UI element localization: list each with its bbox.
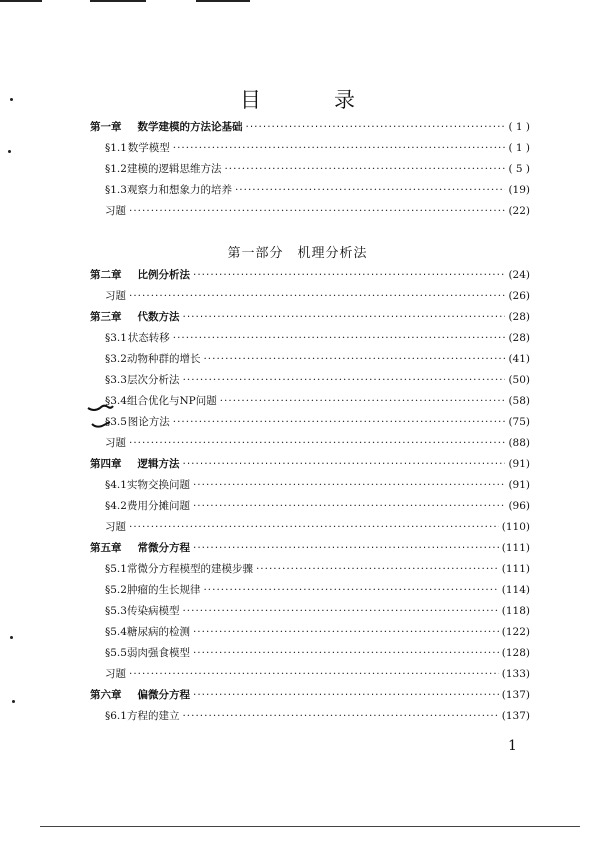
toc-entry-section	[90, 158, 530, 179]
toc-entry-section	[90, 327, 530, 348]
page-ref: (137)	[501, 709, 530, 722]
page-ref: (122)	[501, 625, 530, 638]
scan-bottom-rule	[40, 826, 580, 827]
scan-top-rule	[0, 0, 42, 2]
scan-speck	[12, 700, 15, 703]
leader-dots	[220, 395, 506, 407]
section-number: §5.4	[105, 625, 127, 638]
toc-entry-section	[90, 621, 530, 642]
toc-entry-section	[90, 137, 530, 158]
page-ref: (91)	[508, 478, 530, 491]
leader-dots	[173, 332, 506, 344]
leader-dots	[193, 689, 499, 701]
chapter-number: 第二章	[90, 269, 122, 281]
section-number: §5.3	[105, 604, 127, 617]
toc-entry-section	[90, 474, 530, 495]
exercise-title: 习题	[105, 437, 126, 449]
toc-entry-section	[90, 495, 530, 516]
page-ref: (110)	[501, 520, 530, 533]
page-number: 1	[508, 738, 517, 754]
toc-entry-section	[90, 390, 530, 411]
part-heading: 第一部分 机理分析法	[227, 246, 368, 261]
exercise-title: 习题	[105, 290, 126, 302]
chapter-number: 第五章	[90, 542, 122, 554]
chapter-title: 数学建模的方法论基础	[137, 121, 243, 133]
chapter-number: 第一章	[90, 121, 122, 133]
leader-dots	[173, 416, 506, 428]
leader-dots	[193, 626, 499, 638]
page-ref: ( 1 )	[508, 120, 530, 133]
section-number: §4.2	[105, 499, 127, 512]
section-number: §1.3	[105, 183, 127, 196]
chapter-number: 第四章	[90, 458, 122, 470]
toc-entry-section	[90, 600, 530, 621]
page-ref: (114)	[501, 583, 530, 596]
leader-dots	[129, 290, 505, 302]
section-number: §1.1	[105, 141, 127, 154]
leader-dots	[129, 668, 499, 680]
section-title: 实物交换问题	[126, 479, 190, 491]
section-title: 观察力和想象力的培养	[126, 184, 232, 196]
section-number: §3.3	[105, 373, 127, 386]
toc-entry-section	[90, 579, 530, 600]
exercise-title: 习题	[105, 205, 126, 217]
section-title: 状态转移	[127, 332, 170, 344]
section-number: §5.1	[105, 562, 127, 575]
section-title: 方程的建立	[126, 710, 180, 722]
page-ref: (88)	[508, 436, 530, 449]
exercise-title: 习题	[105, 668, 126, 680]
leader-dots	[182, 605, 498, 617]
scan-top-rule	[196, 0, 250, 2]
section-number: §6.1	[105, 709, 127, 722]
leader-dots	[193, 542, 499, 554]
toc-entry-section	[90, 179, 530, 200]
toc-entry-section	[90, 642, 530, 663]
section-number: §3.4	[105, 394, 127, 407]
section-number: §5.2	[105, 583, 127, 596]
leader-dots	[193, 647, 499, 659]
chapter-number: 第六章	[90, 689, 122, 701]
page-ref: (75)	[508, 415, 530, 428]
scan-top-rule	[90, 0, 146, 2]
toc-entry-exercise	[90, 663, 530, 684]
leader-dots	[173, 142, 506, 154]
leader-dots	[193, 269, 505, 281]
section-number: §3.2	[105, 352, 127, 365]
section-title: 组合优化与NP问题	[126, 395, 217, 407]
leader-dots	[183, 374, 506, 386]
section-number: §4.1	[105, 478, 127, 491]
leader-dots	[256, 563, 499, 575]
section-title: 糖尿病的检测	[126, 626, 190, 638]
page-ref: (128)	[501, 646, 530, 659]
chapter-number: 第三章	[90, 311, 122, 323]
section-title: 建模的逻辑思维方法	[126, 163, 222, 175]
section-number: §5.5	[105, 646, 127, 659]
toc-entry-chapter	[90, 306, 530, 327]
section-title: 动物种群的增长	[126, 353, 201, 365]
scan-speck	[10, 636, 13, 639]
chapter-title: 常微分方程	[137, 542, 190, 554]
page-ref: (28)	[508, 310, 530, 323]
chapter-title: 代数方法	[137, 311, 180, 323]
toc-entry-chapter	[90, 684, 530, 705]
section-number: §3.5	[105, 415, 127, 428]
toc-entry-exercise	[90, 285, 530, 306]
page-ref: (28)	[508, 331, 530, 344]
page-ref: (111)	[501, 562, 530, 575]
page-ref: (133)	[501, 667, 530, 680]
leader-dots	[235, 184, 505, 196]
page-ref: (58)	[508, 394, 530, 407]
section-title: 图论方法	[127, 416, 170, 428]
pen-mark-icon	[86, 398, 126, 438]
leader-dots	[182, 710, 498, 722]
page-ref: (19)	[508, 183, 530, 196]
page-ref: ( 1 )	[508, 141, 530, 154]
chapter-title: 逻辑方法	[137, 458, 180, 470]
toc-entry-section	[90, 411, 530, 432]
toc-entry-chapter	[90, 537, 530, 558]
section-number: §1.2	[105, 162, 127, 175]
chapter-title: 偏微分方程	[137, 689, 190, 701]
chapter-title: 比例分析法	[137, 269, 190, 281]
section-number: §3.1	[105, 331, 127, 344]
page-ref: ( 5 )	[508, 162, 530, 175]
leader-dots	[203, 584, 498, 596]
toc-entry-section	[90, 558, 530, 579]
toc-entry-exercise	[90, 516, 530, 537]
leader-dots	[183, 458, 506, 470]
page-ref: (91)	[508, 457, 530, 470]
toc-entry-chapter	[90, 453, 530, 474]
toc-entry-section	[90, 348, 530, 369]
toc-entry-chapter	[90, 264, 530, 285]
page-ref: (118)	[501, 604, 530, 617]
leader-dots	[193, 479, 505, 491]
leader-dots	[129, 521, 499, 533]
leader-dots	[246, 121, 506, 133]
toc-entry-section	[90, 369, 530, 390]
toc-entry-section	[90, 705, 530, 726]
section-title: 传染病模型	[126, 605, 180, 617]
section-title: 费用分摊问题	[126, 500, 190, 512]
section-title: 层次分析法	[127, 374, 180, 386]
section-title: 弱肉强食模型	[126, 647, 190, 659]
page-ref: (41)	[508, 352, 530, 365]
page-title: 目 录	[240, 88, 381, 112]
toc-entry-exercise	[90, 432, 530, 453]
leader-dots	[203, 353, 505, 365]
page-ref: (137)	[501, 688, 530, 701]
leader-dots	[129, 437, 505, 449]
leader-dots	[183, 311, 506, 323]
section-title: 肿瘤的生长规律	[126, 584, 201, 596]
page-ref: (22)	[508, 204, 530, 217]
page-ref: (96)	[508, 499, 530, 512]
leader-dots	[224, 163, 505, 175]
scan-speck	[8, 150, 11, 153]
leader-dots	[193, 500, 505, 512]
page-ref: (50)	[508, 373, 530, 386]
page-ref: (111)	[501, 541, 530, 554]
section-title: 常微分方程模型的建模步骤	[126, 563, 253, 575]
page-ref: (26)	[508, 289, 530, 302]
section-title: 数学模型	[127, 142, 170, 154]
toc-entry-chapter	[90, 116, 530, 137]
toc-entry-exercise	[90, 200, 530, 221]
leader-dots	[129, 205, 505, 217]
exercise-title: 习题	[105, 521, 126, 533]
page-ref: (24)	[508, 268, 530, 281]
